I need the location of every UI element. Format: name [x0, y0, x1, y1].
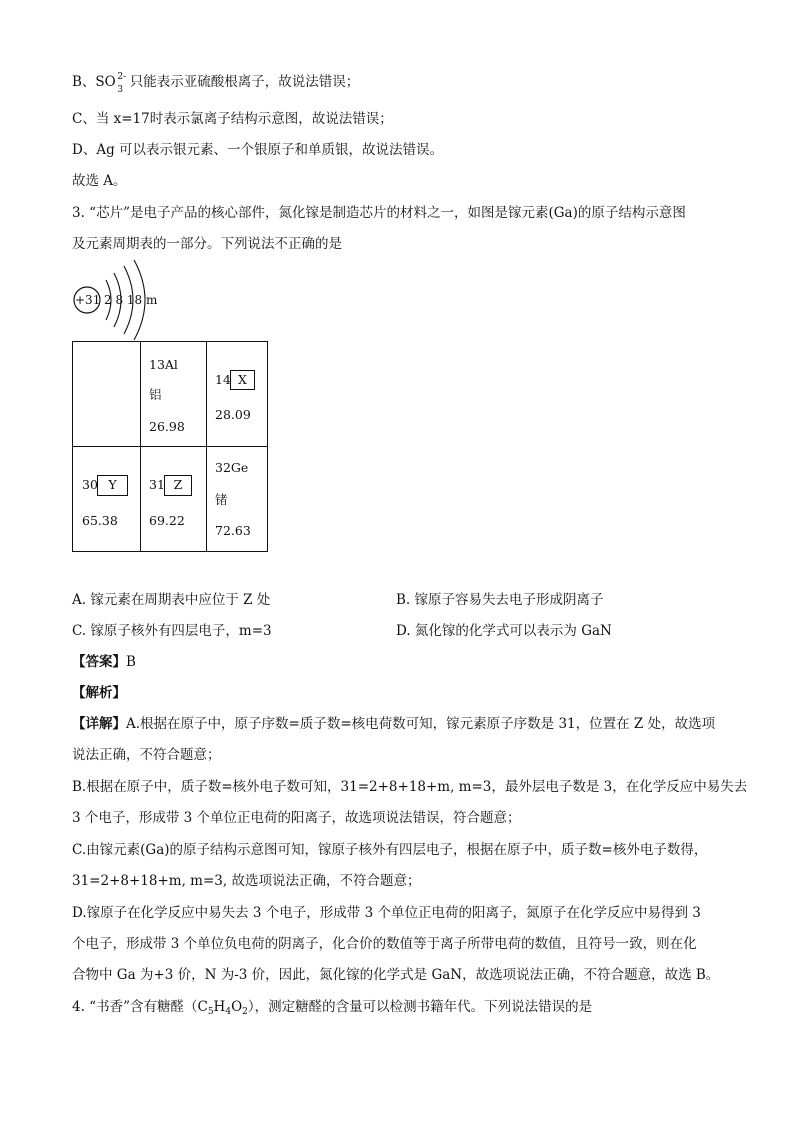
ge-number-symbol: 32Ge: [215, 460, 249, 475]
detail-d-line1: D.镓原子在化学反应中易失去 3 个电子，形成带 3 个单位正电荷的阳离子，氮原子在化学反应中易得到 3: [72, 905, 701, 921]
q4-sub-o: 2: [242, 1007, 248, 1017]
sulfite-charge: 2-: [117, 72, 127, 82]
ge-mass: 72.63: [215, 523, 251, 538]
detail-a-line1: [72, 714, 715, 734]
detail-c-line2: 31=2+8+18+m, m=3, 故选项说法正确，不符合题意；: [72, 873, 421, 889]
al-number-symbol: 13Al: [149, 357, 178, 372]
q4-pre: 4. “书香”含有糖醛（C: [72, 999, 208, 1015]
x-symbol-box: X: [230, 370, 255, 390]
option-d-prev: D、Ag 可以表示银元素、一个银原子和单质银，故说法错误。: [72, 142, 444, 158]
detail-b-line2: 3 个电子，形成带 3 个单位正电荷的阳离子，故选项说法错误，符合题意；: [72, 810, 521, 826]
q3-stem-line1: 3. “芯片”是电子产品的核心部件，氮化镓是制造芯片的材料之一，如图是镓元素(Ga)的原子结构示意图: [72, 205, 686, 221]
option-b-text: 只能表示亚硫酸根离子，故说法错误；: [129, 74, 360, 90]
option-b: B. 镓原子容易失去电子形成阴离子: [396, 592, 604, 608]
q4-post: ），测定糖醛的含量可以检测书籍年代。下列说法错误的是: [247, 999, 593, 1015]
nucleus-charge: +31: [75, 293, 101, 307]
prev-conclusion: 故选 A。: [72, 173, 127, 189]
option-b-label: B、: [72, 74, 96, 90]
ge-name: 锗: [215, 492, 228, 507]
option-a: A. 镓元素在周期表中应位于 Z 处: [72, 592, 271, 608]
option-c-prev: C、当 x=17时表示氯离子结构示意图，故说法错误；: [72, 111, 393, 127]
detail-c-line1: C.由镓元素(Ga)的原子结构示意图可知，镓原子核外有四层电子，根据在原子中，质子数=核外电子数得，: [72, 842, 708, 858]
detail-d-line3: 合物中 Ga 为+3 价，N 为-3 价，因此，氮化镓的化学式是 GaN，故选项说法正确，不符合题意，故选 B。: [72, 967, 720, 983]
detail-b-line1: B.根据在原子中，质子数=核外电子数可知，31=2+8+18+m, m=3，最外层电子数是 3，在化学反应中易失去: [72, 779, 748, 795]
detail-a-line2: 说法正确，不符合题意；: [72, 747, 221, 763]
detail-a-text1: A.根据在原子中，原子序数=质子数=核电荷数可知，镓元素原子序数是 31，位置在 Z 处，故选项: [126, 716, 716, 732]
q4-sub-c: 5: [207, 1007, 214, 1017]
gallium-atom-diagram: [70, 258, 160, 342]
sulfite-formula: [95, 72, 127, 95]
answer-value: B: [126, 654, 136, 670]
q3-stem-line2: 及元素周期表的一部分。下列说法不正确的是: [72, 236, 342, 252]
y-mass: 65.38: [82, 513, 118, 528]
table-divider-h: [73, 446, 267, 447]
periodic-table-fragment: [72, 341, 268, 552]
x-mass: 28.09: [215, 407, 251, 422]
answer-label: 【答案】: [72, 654, 126, 670]
z-mass: 69.22: [149, 513, 185, 528]
q4-o: O: [231, 999, 243, 1015]
q4-sub-h: 4: [225, 1007, 232, 1017]
sulfite-subscript: 3: [117, 85, 124, 95]
analysis-heading: [72, 683, 126, 703]
option-b-prev: [72, 72, 360, 95]
analysis-label: 【解析】: [72, 685, 126, 701]
y-symbol-box: Y: [97, 475, 128, 496]
detail-label: 【详解】: [72, 716, 126, 732]
q4-stem: [72, 997, 592, 1022]
al-name: 铝: [149, 387, 162, 402]
option-c: C. 镓原子核外有四层电子，m=3: [72, 623, 272, 639]
y-number: 30: [82, 477, 98, 492]
sulfite-base: SO: [95, 74, 116, 90]
q4-h: H: [213, 999, 226, 1015]
x-number: 14: [215, 372, 231, 387]
shell-electrons: 2 8 18 m: [104, 293, 158, 307]
detail-d-line2: 个电子，形成带 3 个单位负电荷的阴离子，化合价的数值等于离子所带电荷的数值，且符号一致，则在化: [72, 936, 697, 952]
option-d: D. 氮化镓的化学式可以表示为 GaN: [396, 623, 612, 639]
z-number: 31: [149, 477, 165, 492]
answer-line: [72, 652, 136, 672]
al-mass: 26.98: [149, 419, 185, 434]
z-symbol-box: Z: [164, 475, 192, 496]
